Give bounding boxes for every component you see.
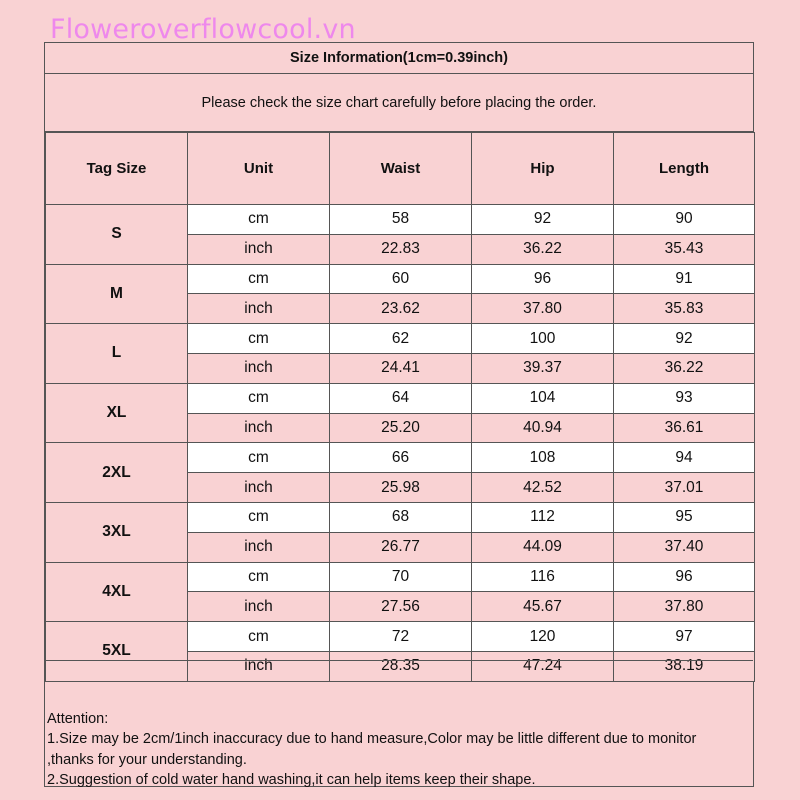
length-cell: 97	[614, 622, 755, 652]
table-row	[46, 502, 755, 532]
unit-cell: cm	[188, 205, 330, 235]
header-unit: Unit	[188, 133, 330, 205]
length-cell: 92	[614, 324, 755, 354]
header-waist: Waist	[330, 133, 472, 205]
length-cell: 94	[614, 443, 755, 473]
hip-cell: 112	[472, 502, 614, 532]
size-chart	[44, 42, 754, 787]
attention-line: 1.Size may be 2cm/1inch inaccuracy due to hand measure,Color may be little different due to monitor	[47, 731, 697, 748]
hip-cell: 42.52	[472, 473, 614, 503]
hip-cell: 92	[472, 205, 614, 235]
length-cell: 35.43	[614, 234, 755, 264]
unit-cell: inch	[188, 413, 330, 443]
waist-cell: 60	[330, 264, 472, 294]
length-cell: 96	[614, 562, 755, 592]
waist-cell: 66	[330, 443, 472, 473]
waist-cell: 58	[330, 205, 472, 235]
table-row	[46, 562, 755, 592]
unit-cell: cm	[188, 443, 330, 473]
unit-cell: cm	[188, 383, 330, 413]
unit-cell: inch	[188, 532, 330, 562]
waist-cell: 23.62	[330, 294, 472, 324]
table-header-row	[46, 133, 755, 205]
length-cell: 38.19	[614, 651, 755, 681]
length-cell: 37.01	[614, 473, 755, 503]
hip-cell: 104	[472, 383, 614, 413]
hip-cell: 100	[472, 324, 614, 354]
waist-cell: 64	[330, 383, 472, 413]
hip-cell: 37.80	[472, 294, 614, 324]
length-cell: 35.83	[614, 294, 755, 324]
unit-cell: inch	[188, 353, 330, 383]
unit-cell: inch	[188, 473, 330, 503]
tag-size-cell: S	[46, 205, 188, 265]
waist-cell: 70	[330, 562, 472, 592]
tag-size-cell: XL	[46, 383, 188, 443]
header-tag-size: Tag Size	[46, 133, 188, 205]
hip-cell: 47.24	[472, 651, 614, 681]
unit-cell: inch	[188, 234, 330, 264]
chart-note: Please check the size chart carefully before placing the order.	[45, 74, 753, 132]
attention-line: 2.Suggestion of cold water hand washing,it can help items keep their shape.	[47, 771, 536, 788]
unit-cell: inch	[188, 592, 330, 622]
table-row	[46, 443, 755, 473]
length-cell: 37.40	[614, 532, 755, 562]
waist-cell: 68	[330, 502, 472, 532]
unit-cell: inch	[188, 294, 330, 324]
unit-cell: cm	[188, 502, 330, 532]
attention-notes	[47, 709, 752, 790]
table-row	[46, 324, 755, 354]
hip-cell: 40.94	[472, 413, 614, 443]
header-length: Length	[614, 133, 755, 205]
length-cell: 90	[614, 205, 755, 235]
table-row	[46, 383, 755, 413]
table-row	[46, 205, 755, 235]
hip-cell: 44.09	[472, 532, 614, 562]
header-hip: Hip	[472, 133, 614, 205]
unit-cell: cm	[188, 622, 330, 652]
watermark-text: Floweroverflowcool.vn	[50, 14, 356, 45]
unit-cell: cm	[188, 324, 330, 354]
attention-heading: Attention:	[47, 711, 109, 727]
waist-cell: 25.98	[330, 473, 472, 503]
unit-cell: cm	[188, 264, 330, 294]
waist-cell: 28.35	[330, 651, 472, 681]
hip-cell: 36.22	[472, 234, 614, 264]
waist-cell: 62	[330, 324, 472, 354]
waist-cell: 72	[330, 622, 472, 652]
tag-size-cell: 5XL	[46, 622, 188, 682]
length-cell: 36.61	[614, 413, 755, 443]
attention-line: ,thanks for your understanding.	[47, 751, 247, 768]
unit-cell: cm	[188, 562, 330, 592]
size-table	[45, 132, 755, 682]
unit-cell: inch	[188, 651, 330, 681]
waist-cell: 27.56	[330, 592, 472, 622]
length-cell: 93	[614, 383, 755, 413]
hip-cell: 39.37	[472, 353, 614, 383]
length-cell: 37.80	[614, 592, 755, 622]
hip-cell: 96	[472, 264, 614, 294]
hip-cell: 116	[472, 562, 614, 592]
tag-size-cell: 2XL	[46, 443, 188, 503]
tag-size-cell: 3XL	[46, 502, 188, 562]
chart-title: Size Information(1cm=0.39inch)	[45, 43, 753, 74]
hip-cell: 45.67	[472, 592, 614, 622]
table-row	[46, 264, 755, 294]
tag-size-cell: 4XL	[46, 562, 188, 622]
hip-cell: 120	[472, 622, 614, 652]
waist-cell: 25.20	[330, 413, 472, 443]
hip-cell: 108	[472, 443, 614, 473]
length-cell: 91	[614, 264, 755, 294]
tag-size-cell: L	[46, 324, 188, 384]
table-row	[46, 622, 755, 652]
waist-cell: 24.41	[330, 353, 472, 383]
waist-cell: 26.77	[330, 532, 472, 562]
spacer-row	[45, 660, 753, 682]
tag-size-cell: M	[46, 264, 188, 324]
waist-cell: 22.83	[330, 234, 472, 264]
length-cell: 36.22	[614, 353, 755, 383]
length-cell: 95	[614, 502, 755, 532]
